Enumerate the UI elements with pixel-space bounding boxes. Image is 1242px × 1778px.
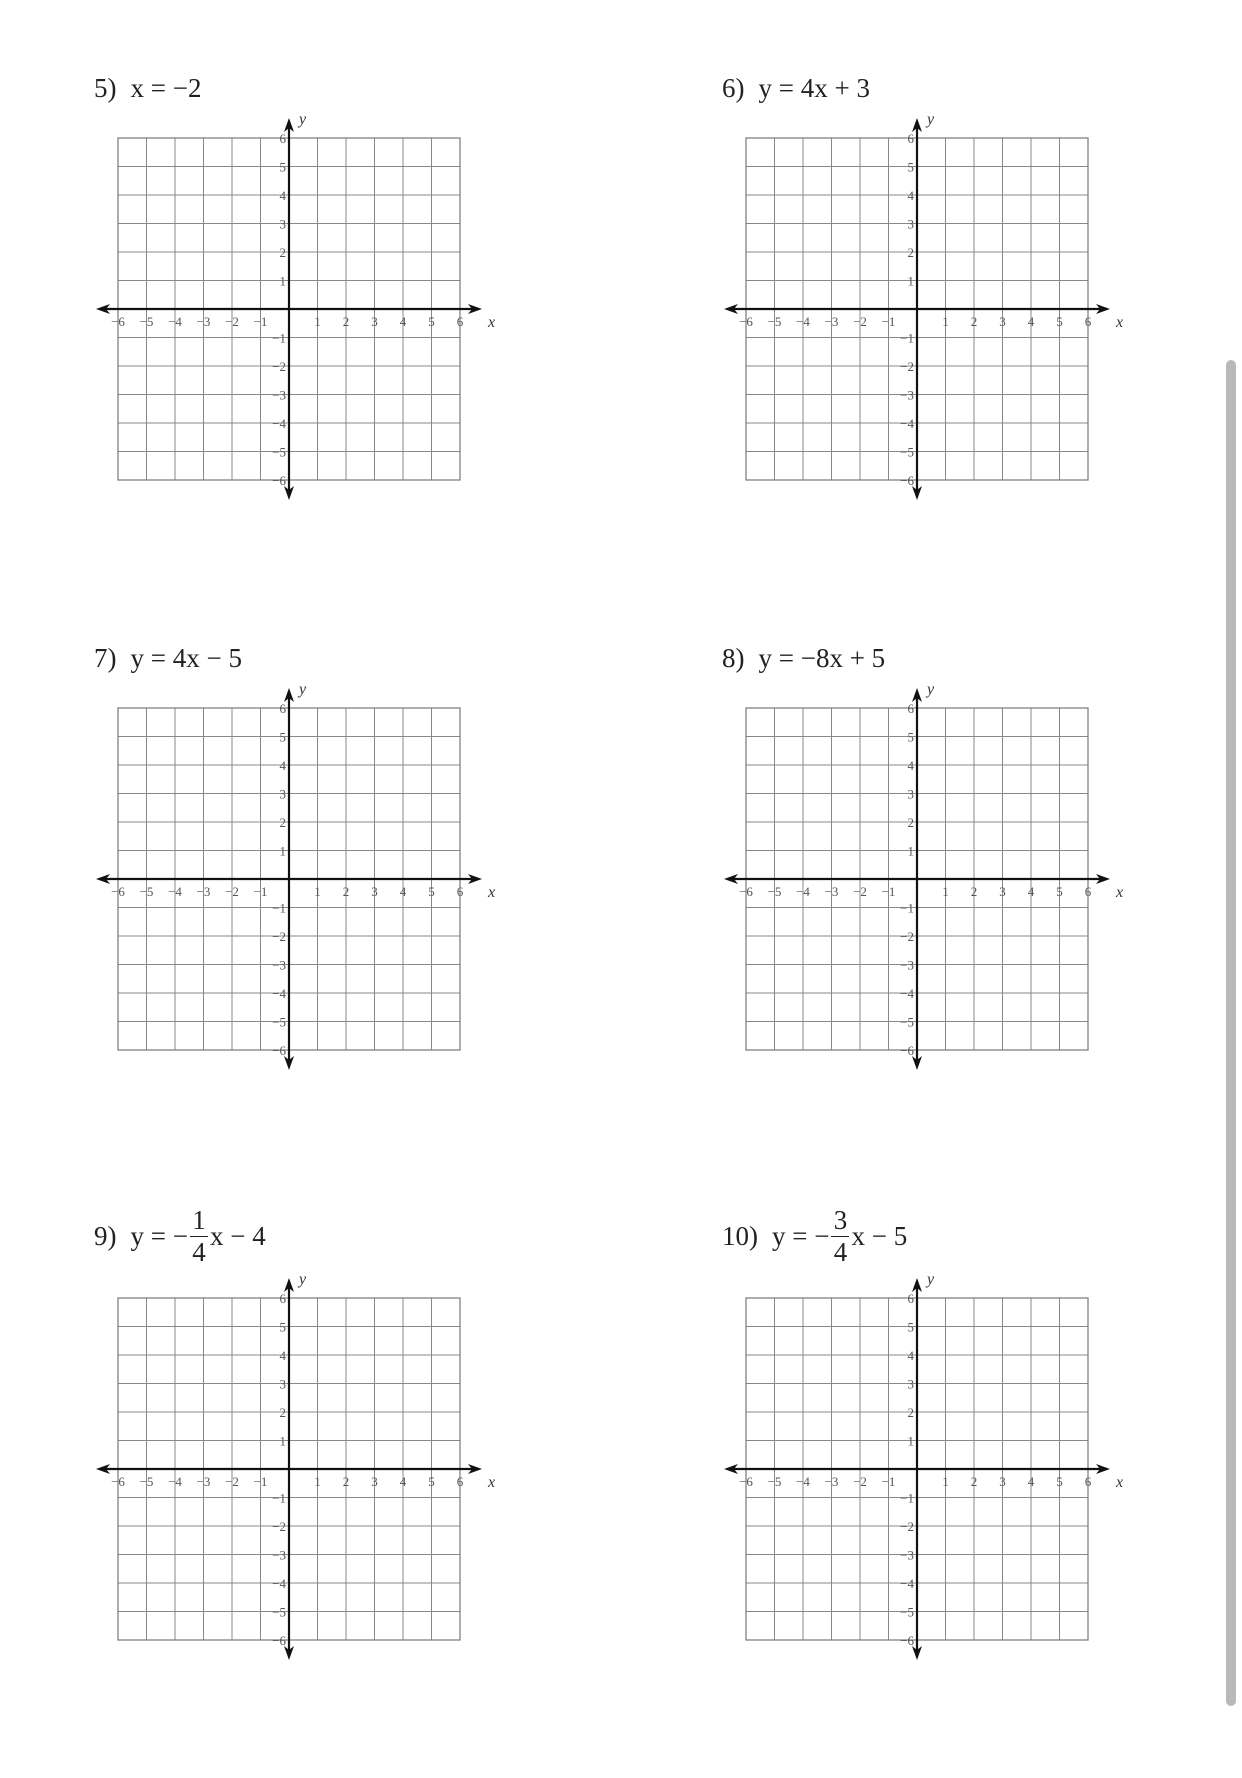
x-tick-label: −1 — [253, 1474, 268, 1489]
x-tick-label: −3 — [196, 884, 211, 899]
y-tick-label: −2 — [272, 929, 286, 944]
x-tick-label: −6 — [111, 1474, 125, 1489]
y-tick-label: 2 — [907, 1405, 914, 1420]
problem-label — [94, 1196, 266, 1276]
equation-suffix: x − 4 — [209, 1220, 266, 1251]
y-axis-label: y — [299, 1271, 307, 1288]
x-axis-label: x — [488, 1474, 496, 1491]
x-tick-label: −4 — [168, 1474, 182, 1489]
x-tick-label: −2 — [225, 314, 239, 329]
x-tick-label: 5 — [428, 884, 435, 899]
x-tick-label: −5 — [767, 1474, 782, 1489]
x-tick-label: −4 — [796, 1474, 810, 1489]
y-tick-label: −5 — [900, 444, 914, 460]
equation — [772, 1204, 908, 1267]
x-tick-label: 6 — [456, 314, 464, 329]
x-tick-label: 6 — [456, 1474, 464, 1489]
x-tick-label: 5 — [1056, 1474, 1063, 1489]
fraction-numerator: 1 — [192, 1204, 206, 1235]
x-tick-label: 1 — [942, 314, 949, 329]
y-tick-label: 5 — [907, 1319, 914, 1335]
problem-number: 7) — [94, 642, 117, 673]
y-tick-label: 5 — [907, 159, 914, 175]
x-tick-label: −3 — [824, 314, 839, 329]
x-tick-label: 4 — [399, 314, 407, 329]
x-tick-label: −1 — [881, 314, 896, 329]
x-tick-label: 6 — [1084, 884, 1092, 899]
x-tick-label: 4 — [1027, 314, 1035, 329]
y-tick-label: −2 — [272, 1519, 286, 1534]
y-tick-label: −3 — [272, 1547, 286, 1563]
y-tick-label: −1 — [272, 330, 286, 346]
x-tick-label: −6 — [739, 1474, 753, 1489]
y-tick-label: −4 — [900, 416, 914, 431]
x-tick-label: −2 — [853, 314, 867, 329]
x-tick-label: 1 — [942, 884, 949, 899]
y-axis-label: y — [927, 681, 935, 698]
y-tick-label: 6 — [279, 131, 286, 146]
y-tick-label: 6 — [279, 1291, 286, 1306]
x-tick-label: −2 — [225, 1474, 239, 1489]
y-tick-label: 3 — [279, 216, 286, 232]
y-axis-label: y — [927, 111, 935, 128]
y-tick-label: −4 — [272, 416, 286, 431]
y-tick-label: −5 — [272, 1014, 286, 1030]
y-tick-label: −3 — [900, 1547, 914, 1563]
problem-number: 6) — [722, 72, 745, 103]
x-tick-label: −5 — [139, 314, 154, 329]
equation — [131, 73, 202, 104]
x-axis-label: x — [1116, 1474, 1124, 1491]
y-tick-label: 3 — [907, 786, 914, 802]
y-tick-label: −3 — [272, 957, 286, 973]
y-tick-label: 3 — [279, 786, 286, 802]
problem-6 — [722, 58, 1242, 618]
coordinate-grid[interactable] — [104, 111, 496, 510]
x-tick-label: −1 — [881, 884, 896, 899]
y-tick-label: 1 — [279, 843, 286, 859]
x-tick-label: 5 — [1056, 314, 1063, 329]
x-tick-label: 4 — [399, 1474, 407, 1489]
x-tick-label: −1 — [253, 314, 268, 329]
x-tick-label: 6 — [1084, 314, 1092, 329]
problem-label — [722, 1196, 907, 1276]
equation-text: x = −2 — [130, 72, 202, 103]
y-tick-label: 1 — [279, 273, 286, 289]
coordinate-grid[interactable] — [732, 681, 1124, 1080]
y-tick-label: −2 — [900, 1519, 914, 1534]
x-tick-label: 1 — [942, 1474, 949, 1489]
y-tick-label: −3 — [900, 387, 914, 403]
y-tick-label: −1 — [272, 1490, 286, 1506]
y-axis-label: y — [299, 681, 307, 698]
y-tick-label: 6 — [907, 131, 914, 146]
x-tick-label: −5 — [139, 1474, 154, 1489]
y-tick-label: −1 — [900, 330, 914, 346]
x-tick-label: −3 — [196, 1474, 211, 1489]
y-tick-label: 4 — [907, 1348, 914, 1363]
y-tick-label: −4 — [900, 1576, 914, 1591]
y-tick-label: 6 — [907, 1291, 914, 1306]
x-axis-label: x — [1116, 314, 1124, 331]
x-tick-label: −6 — [111, 314, 125, 329]
y-tick-label: −6 — [272, 1633, 286, 1648]
x-tick-label: 5 — [428, 1474, 435, 1489]
x-tick-label: −4 — [168, 314, 182, 329]
x-tick-label: −5 — [767, 884, 782, 899]
x-tick-label: 4 — [399, 884, 407, 899]
coordinate-grid[interactable] — [732, 111, 1124, 510]
problem-number: 8) — [722, 642, 745, 673]
x-axis-label: x — [488, 884, 496, 901]
y-tick-label: 6 — [279, 701, 286, 716]
x-tick-label: 6 — [456, 884, 464, 899]
x-tick-label: 4 — [1027, 884, 1035, 899]
y-axis-label: y — [927, 1271, 935, 1288]
y-tick-label: −6 — [900, 1043, 914, 1058]
x-tick-label: −3 — [196, 314, 211, 329]
equation — [759, 73, 870, 104]
x-tick-label: 2 — [970, 314, 978, 329]
x-tick-label: 6 — [1084, 1474, 1092, 1489]
y-tick-label: −5 — [272, 1604, 286, 1620]
x-tick-label: 2 — [342, 884, 350, 899]
y-tick-label: 6 — [907, 701, 914, 716]
x-tick-label: 3 — [999, 1474, 1006, 1489]
problem-8 — [722, 628, 1242, 1188]
x-tick-label: 3 — [371, 884, 378, 899]
y-tick-label: 5 — [279, 1319, 286, 1335]
problem-label — [94, 58, 201, 118]
y-tick-label: 2 — [279, 1405, 286, 1420]
y-tick-label: −2 — [900, 929, 914, 944]
problem-7 — [94, 628, 654, 1188]
x-tick-label: −2 — [853, 884, 867, 899]
problem-9 — [94, 1204, 654, 1778]
x-tick-label: −5 — [767, 314, 782, 329]
fraction — [190, 1204, 208, 1267]
x-axis-label: x — [488, 314, 496, 331]
x-tick-label: −3 — [824, 884, 839, 899]
y-tick-label: 4 — [279, 1348, 286, 1363]
problem-label — [722, 628, 885, 688]
equation — [131, 643, 242, 674]
y-tick-label: −6 — [272, 1043, 286, 1058]
fraction-denominator: 4 — [831, 1236, 849, 1266]
y-tick-label: −2 — [900, 359, 914, 374]
x-axis-label: x — [1116, 884, 1124, 901]
x-tick-label: 3 — [371, 1474, 378, 1489]
y-tick-label: 5 — [907, 729, 914, 745]
x-tick-label: 5 — [1056, 884, 1063, 899]
y-tick-label: −3 — [272, 387, 286, 403]
problem-number: 9) — [94, 1220, 117, 1251]
x-tick-label: −2 — [853, 1474, 867, 1489]
x-tick-label: −4 — [796, 884, 810, 899]
y-tick-label: 2 — [907, 245, 914, 260]
y-axis-label: y — [299, 111, 307, 128]
x-tick-label: 2 — [970, 1474, 978, 1489]
coordinate-grid[interactable] — [732, 1271, 1124, 1670]
x-tick-label: 1 — [314, 884, 321, 899]
problem-5 — [94, 58, 654, 618]
coordinate-grid[interactable] — [104, 1271, 496, 1670]
equation-text: y = 4x + 3 — [758, 72, 870, 103]
equation-prefix: y = − — [130, 1220, 188, 1251]
y-tick-label: 1 — [279, 1433, 286, 1449]
x-tick-label: −4 — [796, 314, 810, 329]
y-tick-label: −5 — [900, 1014, 914, 1030]
x-tick-label: 1 — [314, 1474, 321, 1489]
x-tick-label: 5 — [428, 314, 435, 329]
x-tick-label: −6 — [739, 314, 753, 329]
fraction — [831, 1204, 849, 1267]
y-tick-label: −6 — [900, 473, 914, 488]
y-tick-label: 3 — [907, 1376, 914, 1392]
problem-label — [722, 58, 870, 118]
problem-number: 5) — [94, 72, 117, 103]
x-tick-label: −4 — [168, 884, 182, 899]
y-tick-label: 3 — [279, 1376, 286, 1392]
problem-label — [94, 628, 242, 688]
x-tick-label: −1 — [881, 1474, 896, 1489]
x-tick-label: −3 — [824, 1474, 839, 1489]
equation-prefix: y = − — [772, 1220, 830, 1251]
y-tick-label: −2 — [272, 359, 286, 374]
y-tick-label: −6 — [900, 1633, 914, 1648]
y-tick-label: 4 — [907, 188, 914, 203]
y-tick-label: 3 — [907, 216, 914, 232]
fraction-numerator: 3 — [833, 1204, 848, 1235]
problem-10 — [722, 1204, 1242, 1778]
x-tick-label: 3 — [371, 314, 378, 329]
y-tick-label: −6 — [272, 473, 286, 488]
y-tick-label: 2 — [279, 815, 286, 830]
y-tick-label: −5 — [272, 444, 286, 460]
x-tick-label: 3 — [999, 314, 1006, 329]
y-tick-label: 1 — [907, 843, 914, 859]
equation-suffix: x − 5 — [851, 1220, 908, 1251]
y-tick-label: 4 — [279, 758, 286, 773]
x-tick-label: −1 — [253, 884, 268, 899]
equation-text: y = 4x − 5 — [130, 642, 242, 673]
vertical-scrollbar[interactable] — [1226, 360, 1236, 1706]
equation — [130, 1204, 266, 1267]
problem-number: 10) — [722, 1220, 758, 1251]
x-tick-label: 1 — [314, 314, 321, 329]
x-tick-label: 4 — [1027, 1474, 1035, 1489]
fraction-denominator: 4 — [190, 1236, 208, 1266]
y-tick-label: 4 — [907, 758, 914, 773]
x-tick-label: −6 — [739, 884, 753, 899]
y-tick-label: 1 — [907, 1433, 914, 1449]
equation-text: y = −8x + 5 — [758, 642, 886, 673]
y-tick-label: −5 — [900, 1604, 914, 1620]
coordinate-grid[interactable] — [104, 681, 496, 1080]
y-tick-label: −1 — [272, 900, 286, 916]
x-tick-label: −5 — [139, 884, 154, 899]
y-tick-label: −1 — [900, 900, 914, 916]
y-tick-label: 2 — [907, 815, 914, 830]
y-tick-label: 4 — [279, 188, 286, 203]
y-tick-label: 1 — [907, 273, 914, 289]
x-tick-label: 2 — [342, 1474, 350, 1489]
y-tick-label: 5 — [279, 729, 286, 745]
x-tick-label: 2 — [970, 884, 978, 899]
equation — [759, 643, 886, 674]
y-tick-label: 5 — [279, 159, 286, 175]
y-tick-label: −4 — [272, 1576, 286, 1591]
y-tick-label: −4 — [272, 986, 286, 1001]
x-tick-label: 2 — [342, 314, 350, 329]
y-tick-label: −4 — [900, 986, 914, 1001]
y-tick-label: −3 — [900, 957, 914, 973]
y-tick-label: −1 — [900, 1490, 914, 1506]
y-tick-label: 2 — [279, 245, 286, 260]
x-tick-label: −2 — [225, 884, 239, 899]
x-tick-label: −6 — [111, 884, 125, 899]
x-tick-label: 3 — [999, 884, 1006, 899]
